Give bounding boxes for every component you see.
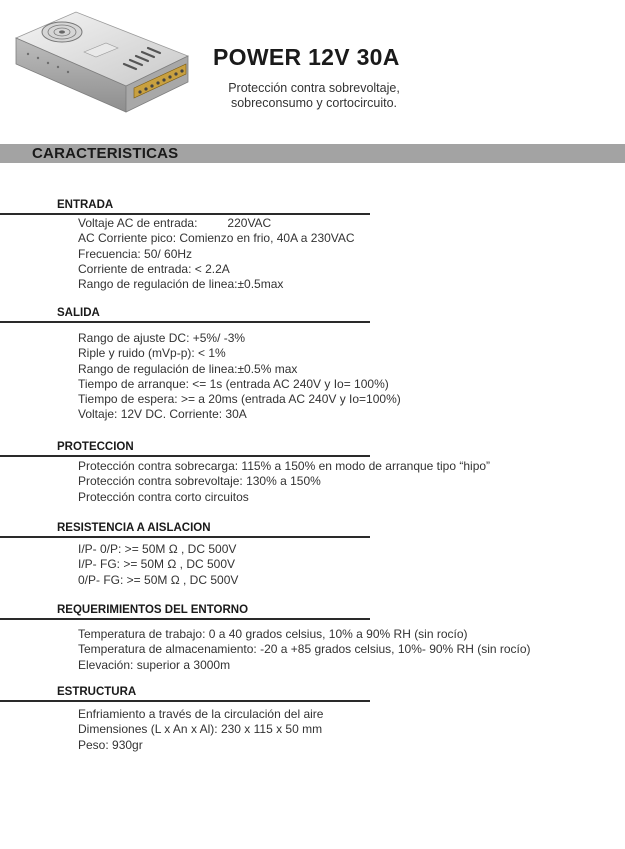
- spec-row: Protección contra sobrevoltaje: 130% a 150%: [78, 474, 321, 489]
- spec-row: Rango de ajuste DC: +5%/ -3%: [78, 331, 246, 345]
- spec-row: 0/P- FG: >= 50M Ω , DC 500V: [78, 572, 239, 587]
- section-estructura: [0, 686, 625, 753]
- spec-row: AC Corriente pico: Comienzo en frio, 40A a 230VAC: [78, 231, 355, 246]
- spec-row: Temperatura de almacenamiento: -20 a +85 grados celsius, 10%- 90% RH (sin rocío): [78, 642, 531, 657]
- spec-row: Protección contra sobrecarga: 115% a 150% en modo de arranque tipo “hipo”: [78, 459, 491, 473]
- spec-row: Rango de regulación de linea:±0.5% max: [78, 361, 298, 376]
- subtitle-line: sobreconsumo y cortocircuito.: [230, 96, 398, 110]
- spec-row: Protección contra corto circuitos: [78, 489, 249, 504]
- section-divider: [0, 536, 370, 538]
- spec-value: 220VAC: [227, 216, 272, 230]
- section-divider: [0, 213, 370, 215]
- section-divider: [0, 618, 370, 620]
- band-title: CARACTERISTICAS: [32, 145, 179, 162]
- section-title: REQUERIMIENTOS DEL ENTORNO: [57, 604, 249, 616]
- spec-row: Tiempo de espera: >= a 20ms (entrada AC 240V y Io=100%): [78, 392, 401, 407]
- section-resistencia: [0, 522, 625, 588]
- spec-row: Enfriamiento a través de la circulación del aire: [78, 707, 324, 721]
- spec-row: [78, 216, 625, 231]
- spec-row: Frecuencia: 50/ 60Hz: [78, 246, 193, 261]
- power-supply-image: [14, 8, 190, 120]
- section-entorno: [0, 604, 625, 673]
- section-divider: [0, 321, 370, 323]
- spec-row: I/P- 0/P: >= 50M Ω , DC 500V: [78, 542, 237, 556]
- spec-row: Tiempo de arranque: <= 1s (entrada AC 240V y Io= 100%): [78, 376, 389, 391]
- section-salida: [0, 307, 625, 423]
- subtitle-line: Protección contra sobrevoltaje,: [228, 81, 400, 95]
- spec-row: I/P- FG: >= 50M Ω , DC 500V: [78, 557, 236, 572]
- spec-row: Dimensiones (L x An x Al): 230 x 115 x 50 mm: [78, 722, 323, 737]
- section-proteccion: [0, 441, 625, 505]
- section-title: PROTECCION: [57, 441, 134, 453]
- section-title: RESISTENCIA A AISLACION: [57, 522, 211, 534]
- spec-row: Elevación: superior a 3000m: [78, 657, 231, 672]
- product-subtitle: [214, 81, 414, 111]
- section-title: SALIDA: [57, 307, 100, 319]
- section-divider: [0, 700, 370, 702]
- section-divider: [0, 455, 370, 457]
- section-title: ENTRADA: [57, 199, 114, 211]
- spec-row: Riple y ruido (mVp-p): < 1%: [78, 346, 226, 361]
- spec-row: Peso: 930gr: [78, 737, 143, 752]
- section-entrada: [0, 199, 625, 292]
- spec-row: Corriente de entrada: < 2.2A: [78, 261, 230, 276]
- spec-row: Voltaje: 12V DC. Corriente: 30A: [78, 407, 247, 422]
- spec-row: Rango de regulación de linea:±0.5max: [78, 277, 284, 292]
- spec-label: Voltaje AC de entrada:: [78, 216, 198, 230]
- product-title: POWER 12V 30A: [213, 44, 400, 70]
- spec-row: Temperatura de trabajo: 0 a 40 grados celsius, 10% a 90% RH (sin rocío): [78, 627, 468, 641]
- section-title: ESTRUCTURA: [57, 686, 137, 698]
